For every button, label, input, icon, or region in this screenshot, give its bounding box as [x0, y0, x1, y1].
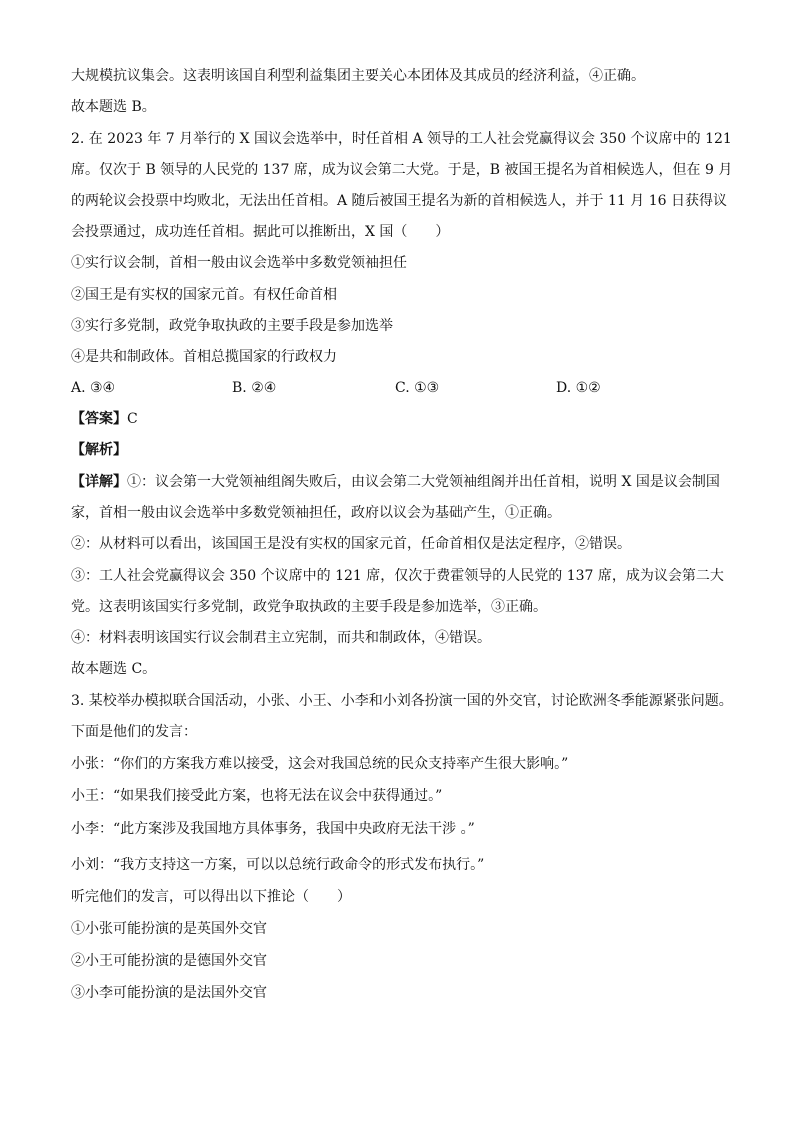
speech-zhang: 小张：“你们的方案我方难以接受，这会对我国总统的民众支持率产生很大影响。” [71, 756, 569, 772]
inference-1: ①小张可能扮演的是英国外交官 [71, 921, 267, 937]
text-line: 党。这表明该国实行多党制，政党争取执政的主要手段是参加选举，③正确。 [71, 599, 547, 615]
inference-3: ③小李可能扮演的是法国外交官 [71, 985, 267, 1001]
text-line: 故本题选 C。 [71, 661, 157, 677]
statement-1: ①实行议会制，首相一般由议会选举中多数党领袖担任 [71, 255, 407, 271]
statement-3: ③实行多党制，政党争取执政的主要手段是参加选举 [71, 318, 393, 334]
question-3-stem: 3. 某校举办模拟联合国活动，小张、小王、小李和小刘各扮演一国的外交官，讨论欧洲冬季能源紧张问题。 [71, 693, 733, 709]
text-line: 家，首相一般由议会选举中多数党领袖担任，政府以议会为基础产生，①正确。 [71, 505, 561, 521]
speech-liu: 小刘：“我方支持这一方案，可以以总统行政命令的形式发布执行。” [71, 857, 485, 873]
analysis-line [71, 440, 754, 460]
question-2-stem: 2. 在 2023 年 7 月举行的 X 国议会选举中，时任首相 A 领导的工人社会党赢得议会 350 个议席中的 121 [71, 131, 732, 147]
detail-tag: 【详解】 [71, 474, 127, 490]
inference-2: ②小王可能扮演的是德国外交官 [71, 953, 267, 969]
option-b: B. ②④ [232, 380, 277, 396]
text-line: 大规模抗议集会。这表明该国自利型利益集团主要关心本团体及其成员的经济利益，④正确。 [71, 68, 645, 84]
question-2-stem: 席。仅次于 B 领导的人民党的 137 席，成为议会第二大党。于是，B 被国王提名为首相候选人，但在 9 月 [71, 162, 733, 178]
analysis-tag: 【解析】 [71, 442, 127, 458]
statement-4: ④是共和制政体。首相总揽国家的行政权力 [71, 349, 337, 365]
statement-2: ②国王是有实权的国家元首。有权任命首相 [71, 287, 337, 303]
text-line: ③：工人社会党赢得议会 350 个议席中的 121 席，仅次于费霍领导的人民党的 137 席，成为议会第二大 [71, 568, 724, 584]
text-line: ④：材料表明该国实行议会制君主立宪制，而共和制政体，④错误。 [71, 630, 491, 646]
answer-line [71, 409, 754, 429]
text-line: ②：从材料可以看出，该国国王是没有实权的国家元首，任命首相仅是法定程序，②错误。 [71, 536, 631, 552]
detail-line [71, 472, 754, 492]
answer-tag: 【答案】 [71, 411, 127, 427]
option-c: C. ①③ [395, 380, 440, 396]
option-d: D. ①② [556, 380, 601, 396]
text-line: 故本题选 B。 [71, 99, 156, 115]
question-3-prompt: 听完他们的发言，可以得出以下推论（ ） [71, 889, 351, 905]
question-2-stem: 的两轮议会投票中均败北，无法出任首相。A 随后被国王提名为新的首相候选人，并于 11 月 16 日获得议 [71, 193, 727, 209]
detail-text: ①：议会第一大党领袖组阁失败后，由议会第二大党领袖组阁并出任首相，说明 X 国是议会制国 [127, 474, 720, 490]
question-3-stem: 下面是他们的发言： [71, 724, 197, 740]
answer-value: C [127, 411, 138, 427]
speech-wang: 小王：“如果我们接受此方案，也将无法在议会中获得通过。” [71, 788, 443, 804]
option-a: A. ③④ [71, 380, 116, 396]
question-2-stem: 会投票通过，成功连任首相。据此可以推断出，X 国（ ） [71, 224, 450, 240]
speech-li: 小李：“此方案涉及我国地方具体事务，我国中央政府无法干涉 。” [71, 821, 475, 837]
